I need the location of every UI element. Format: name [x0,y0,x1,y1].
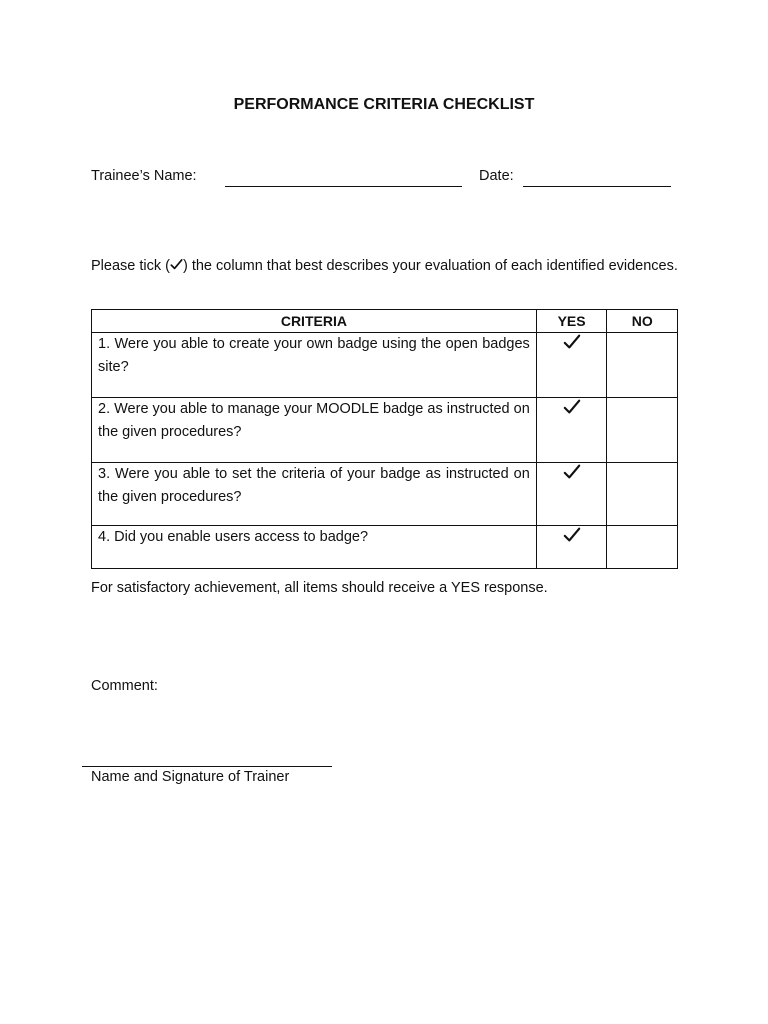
criteria-cell: 3. Were you able to set the criteria of your badge as instructed on the given procedures? [92,463,537,526]
header-criteria: CRITERIA [92,310,537,333]
no-cell[interactable] [607,333,678,398]
date-field[interactable] [523,186,671,187]
yes-cell[interactable] [536,398,607,463]
trainee-name-label: Trainee’s Name: [91,168,197,184]
table-row [92,333,678,398]
check-icon [563,526,581,544]
trainee-name-field[interactable] [225,186,462,187]
check-icon [563,463,581,481]
yes-cell[interactable] [536,526,607,569]
comment-label: Comment: [91,678,158,694]
header-yes: YES [536,310,607,333]
instructions-text-before: Please tick ( [91,258,170,274]
date-label: Date: [479,168,514,184]
no-cell[interactable] [607,463,678,526]
instructions-text-after: ) the column that best describes your evaluation of each identified evidences. [182,258,678,274]
check-icon [563,398,581,416]
check-icon [170,258,183,271]
no-cell[interactable] [607,398,678,463]
check-icon [563,333,581,351]
signature-field[interactable] [82,766,332,767]
no-cell[interactable] [607,526,678,569]
table-header-row [92,310,678,333]
criteria-cell: 4. Did you enable users access to badge? [92,526,537,569]
criteria-cell: 1. Were you able to create your own badge using the open badges site? [92,333,537,398]
table-row [92,526,678,569]
header-no: NO [607,310,678,333]
footnote: For satisfactory achievement, all items should receive a YES response. [91,580,548,596]
table-row [92,463,678,526]
yes-cell[interactable] [536,463,607,526]
yes-cell[interactable] [536,333,607,398]
page-title: PERFORMANCE CRITERIA CHECKLIST [233,96,535,113]
criteria-cell: 2. Were you able to manage your MOODLE badge as instructed on the given procedures? [92,398,537,463]
instructions [91,254,681,278]
table-row [92,398,678,463]
criteria-table [91,309,678,569]
signature-label: Name and Signature of Trainer [91,769,290,785]
